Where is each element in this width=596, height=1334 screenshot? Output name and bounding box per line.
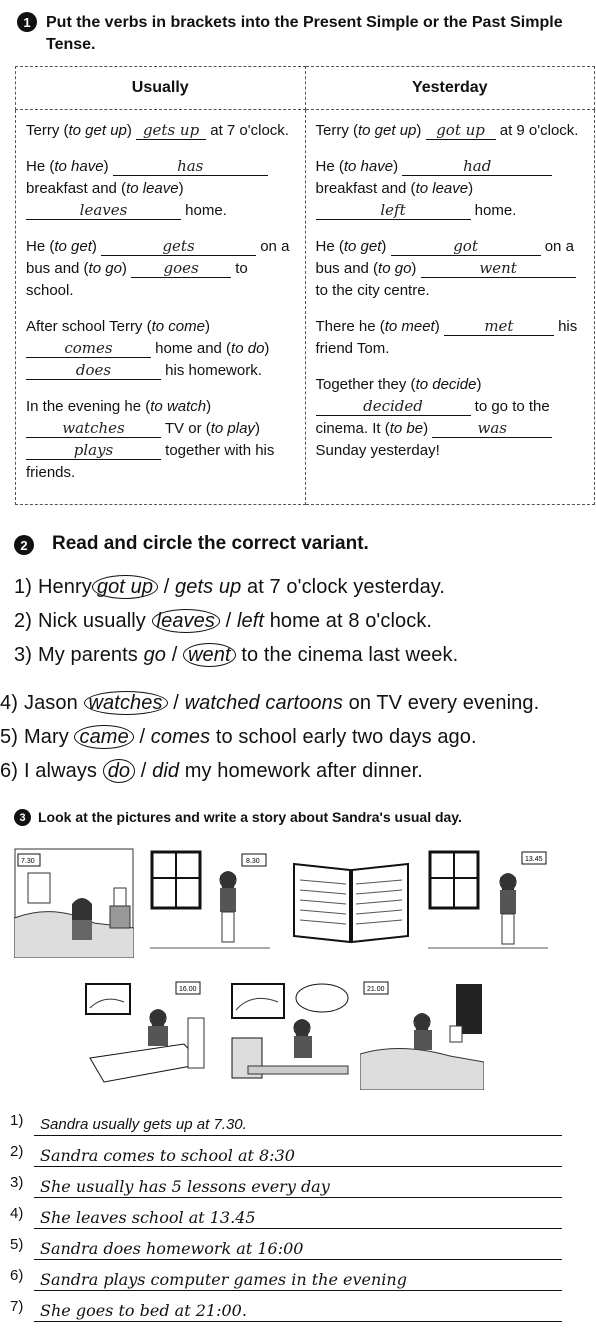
item-text: I always [23,760,103,782]
sentence-text: ) [381,238,391,255]
sentence-text: There he ( [315,318,385,335]
yesterday-sentence-4 [316,316,587,360]
line-text[interactable]: Sandra does homework at 16:00 [34,1239,562,1260]
answer-blank[interactable]: watches [26,419,161,438]
line-number: 6) [10,1267,24,1284]
picture-wake-up [14,848,134,958]
sentence-text: his friend Tom. [315,318,578,357]
verb-hint: to have [343,158,394,175]
option-separator: / [158,576,176,598]
line-text[interactable]: She leaves school at 13.45 [34,1208,562,1229]
sentence-text: home. [470,202,517,219]
verb-hint: to watch [150,398,207,415]
exercise-1-table [15,66,595,505]
line-number: 2) [10,1143,24,1160]
verb-hint: to get up [358,122,417,139]
answer-blank[interactable]: had [402,157,552,176]
clock-21-00: 21.00 [367,986,385,993]
yesterday-sentence-2 [316,156,587,222]
verb-hint: to play [210,420,255,437]
sentence-text: to the city centre. [315,282,430,299]
line-text[interactable]: Sandra usually gets up at 7.30. [34,1115,562,1136]
sentence-text: ) [411,260,421,277]
answer-blank[interactable]: got up [426,121,496,140]
sentence-text: to go to the cinema. It ( [315,398,550,437]
sentence-text: ) [206,398,212,415]
sentence-text: ) [126,122,137,139]
clock-8-30: 8.30 [246,858,260,865]
clock-16-00: 16.00 [179,986,197,993]
answer-blank[interactable]: met [444,317,554,336]
item-number: 4) [0,692,18,714]
exercise-2-instruction: Read and circle the correct variant. [52,533,369,554]
story-line-2 [10,1143,562,1169]
option-one[interactable]: go [143,644,167,666]
line-number: 4) [10,1205,24,1222]
yesterday-sentence-5 [316,374,587,462]
answer-blank[interactable]: decided [316,397,471,416]
sentence-text: He ( [26,158,55,175]
item-text: to the cinema last week. [235,644,459,666]
answer-blank[interactable]: goes [131,259,231,278]
option-one[interactable]: do [103,759,135,783]
sentence-text: together with his friends. [26,442,275,481]
sentence-text: ) [103,158,113,175]
line-text[interactable]: Sandra plays computer games in the evening [34,1270,562,1291]
verb-hint: to meet [384,318,435,335]
item-number: 5) [0,726,18,748]
option-separator: / [133,726,151,748]
verb-hint: to decide [415,376,477,393]
yesterday-sentence-1 [316,120,587,142]
picture-computer-games [228,978,364,1090]
exercise-3-instruction: Look at the pictures and write a story about Sandra's usual day. [38,809,462,825]
verb-hint: to get [54,238,92,255]
sentence-text: to school. [26,260,248,299]
item-text: Jason [23,692,84,714]
story-line-5 [10,1236,562,1262]
answer-blank[interactable]: got [391,237,541,256]
usually-sentence-2 [26,156,297,222]
item-text: my homework after dinner. [179,760,423,782]
exercise-3-badge: 3 [14,809,31,826]
option-separator: / [135,760,153,782]
sentence-text: ) [393,158,403,175]
sentence-text: ) [254,420,260,437]
variant-item-3 [14,644,458,667]
verb-hint: to be [389,420,424,437]
answer-blank[interactable]: has [113,157,268,176]
sentence-text: at 9 o'clock. [495,122,579,139]
option-one[interactable]: got up [92,575,158,599]
option-two[interactable]: gets up [175,576,242,598]
answer-blank[interactable]: went [421,259,576,278]
sentence-text: on a bus and ( [26,238,290,277]
verb-hint: to get [343,238,382,255]
column-usually-header: Usually [16,67,306,110]
variant-item-1 [14,576,445,599]
verb-hint: to leave [415,180,469,197]
line-number: 1) [10,1112,24,1129]
line-number: 3) [10,1174,24,1191]
sentence-text: ) [416,122,426,139]
column-yesterday-header: Yesterday [305,67,595,110]
answer-blank[interactable]: leaves [26,201,181,220]
item-number: 3) [14,644,32,666]
sentence-text: ) [468,180,474,197]
exercise-2-badge: 2 [14,535,34,555]
sentence-text: breakfast and ( [26,180,127,197]
sentence-text: ) [121,260,132,277]
variant-item-6 [0,760,423,783]
story-line-1 [10,1112,562,1138]
option-separator: / [167,692,185,714]
option-two[interactable]: left [236,610,265,632]
clock-7-30: 7.30 [21,858,35,865]
sentence-text: home and ( [151,340,232,357]
yesterday-sentence-3 [316,236,587,302]
item-text: Mary [23,726,75,748]
picture-go-to-bed [360,978,484,1090]
sentence-text: He ( [315,158,344,175]
option-two[interactable]: watched cartoons [184,692,343,714]
verb-hint: to get up [68,122,127,139]
sentence-text: ) [434,318,444,335]
picture-homework [84,978,210,1088]
picture-leave-school [428,848,548,958]
sentence-text: In the evening he ( [26,398,151,415]
item-number: 1) [14,576,32,598]
sentence-text: ) [264,340,270,357]
usually-sentence-4 [26,316,297,382]
option-two[interactable]: comes [150,726,211,748]
exercise-1-badge: 1 [17,12,37,32]
item-number: 2) [14,610,32,632]
sentence-text: Together they ( [315,376,416,393]
line-text[interactable]: She goes to bed at 21:00. [34,1301,562,1322]
line-text[interactable]: She usually has 5 lessons every day [34,1177,562,1198]
item-text: home at 8 o'clock. [264,610,433,632]
sentence-text: Sunday yesterday! [315,442,440,459]
exercise-1-instruction: Put the verbs in brackets into the Present Simple or the Past Simple Tense. [46,14,563,53]
verb-hint: to have [54,158,104,175]
story-line-4 [10,1205,562,1231]
story-line-3 [10,1174,562,1200]
answer-blank[interactable]: gets up [136,121,206,140]
item-number: 6) [0,760,18,782]
sentence-text: ) [204,318,210,335]
option-one[interactable]: watches [84,691,168,715]
picture-schedule-book [292,856,410,946]
line-number: 7) [10,1298,24,1315]
answer-blank[interactable]: comes [26,339,151,358]
sentence-text: on a bus and ( [315,238,574,277]
option-two[interactable]: went [183,643,236,667]
sentence-text: at 7 o'clock. [206,122,289,139]
sentence-text: ) [91,238,102,255]
sentence-text: Terry ( [26,122,69,139]
option-one[interactable]: leaves [152,609,220,633]
option-one[interactable]: came [74,725,133,749]
sentence-text: Terry ( [315,122,358,139]
story-line-7 [10,1298,562,1324]
sentence-text: He ( [315,238,344,255]
sentence-text: He ( [26,238,55,255]
sentence-text: his homework. [161,362,262,379]
item-text: on TV every evening. [342,692,540,714]
sentence-text: breakfast and ( [315,180,416,197]
verb-hint: to go [88,260,122,277]
sentence-text: ) [423,420,433,437]
answer-blank[interactable]: left [316,201,471,220]
verb-hint: to go [378,260,412,277]
usually-sentence-5 [26,396,297,484]
variant-item-5 [0,726,477,749]
usually-sentence-1 [26,120,297,142]
sentence-text: After school Terry ( [26,318,152,335]
verb-hint: to come [151,318,205,335]
item-text: My parents [37,644,144,666]
item-text: Nick usually [37,610,152,632]
sentence-text: home. [181,202,227,219]
variant-item-4 [0,692,539,715]
verb-hint: to do [231,340,265,357]
answer-blank[interactable]: does [26,361,161,380]
verb-hint: to leave [126,180,179,197]
sentence-text: ) [476,376,482,393]
sentence-text: ) [178,180,184,197]
option-separator: / [166,644,184,666]
yesterday-column [305,110,595,505]
sentence-text: TV or ( [161,420,211,437]
answer-blank[interactable]: was [432,419,552,438]
variant-item-2 [14,610,432,633]
usually-sentence-3 [26,236,297,302]
usually-column [16,110,306,505]
answer-blank[interactable]: gets [101,237,256,256]
item-text: Henry [37,576,92,598]
clock-13-45: 13.45 [525,856,543,863]
option-two[interactable]: did [152,760,180,782]
item-text: at 7 o'clock yesterday. [241,576,446,598]
picture-go-to-school [150,848,270,958]
story-line-6 [10,1267,562,1293]
option-separator: / [219,610,237,632]
answer-blank[interactable]: plays [26,441,161,460]
line-text[interactable]: Sandra comes to school at 8:30 [34,1146,562,1167]
item-text: to school early two days ago. [210,726,477,748]
line-number: 5) [10,1236,24,1253]
